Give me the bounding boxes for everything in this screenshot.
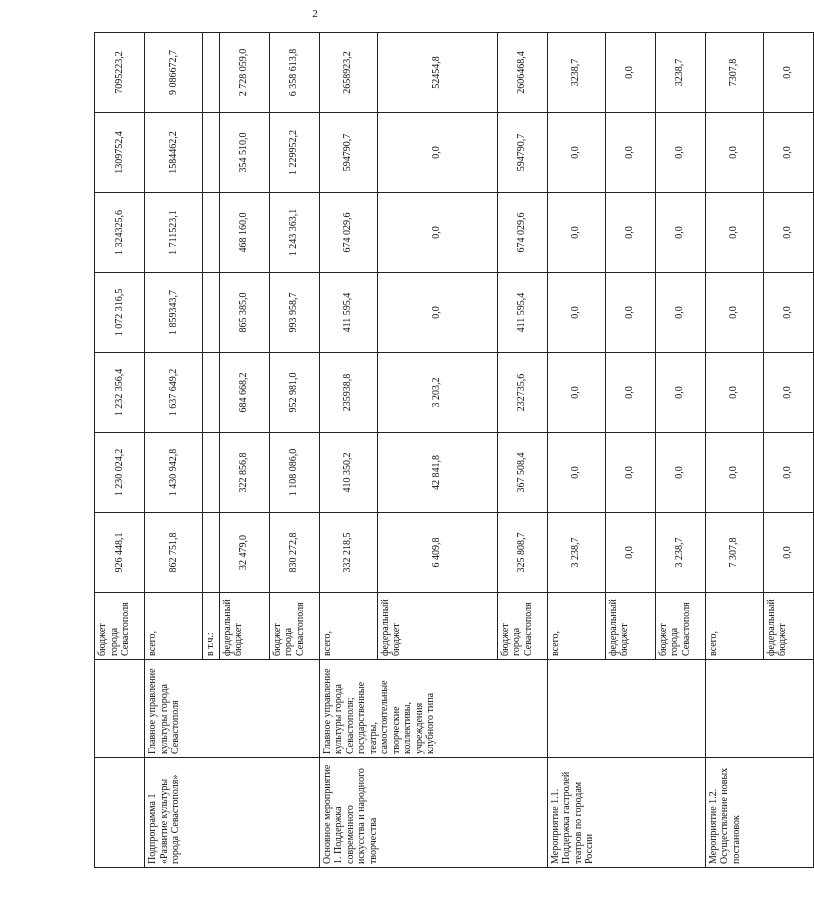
value-cell: 0,0 [763, 113, 813, 193]
value-cell: 0,0 [763, 433, 813, 513]
value-cell: 0,0 [705, 113, 763, 193]
value-cell: 0,0 [763, 33, 813, 113]
value-cell: 0,0 [763, 193, 813, 273]
value-cell: 1 711523,1 [145, 193, 203, 273]
executor-cell [547, 660, 705, 758]
funding-source-cell: всего, [145, 593, 203, 660]
value-cell: 1 232 356,4 [95, 353, 145, 433]
value-cell: 0,0 [763, 273, 813, 353]
program-title-cell: Подпрограмма 1 «Развитие культуры города Севастополя» [145, 758, 320, 868]
value-cell: 1 072 316,5 [95, 273, 145, 353]
value-cell: 3 238,7 [547, 513, 605, 593]
value-cell: 684 668,2 [219, 353, 269, 433]
value-cell: 0,0 [547, 433, 605, 513]
value-cell: 0,0 [547, 353, 605, 433]
value-cell: 0,0 [705, 193, 763, 273]
value-cell: 0,0 [705, 353, 763, 433]
funding-source-cell: федеральный бюджет [377, 593, 497, 660]
value-cell: 3238,7 [547, 33, 605, 113]
funding-source-cell: бюджет города Севастополя [655, 593, 705, 660]
value-cell [203, 353, 220, 433]
value-cell [203, 433, 220, 513]
value-cell: 411 595,4 [497, 273, 547, 353]
value-cell: 594790,7 [319, 113, 377, 193]
value-cell: 1 324325,6 [95, 193, 145, 273]
value-cell: 952 981,0 [269, 353, 319, 433]
value-cell: 325 808,7 [497, 513, 547, 593]
value-cell: 862 751,8 [145, 513, 203, 593]
table-row [547, 33, 605, 868]
value-cell: 32 479,0 [219, 513, 269, 593]
value-cell: 367 508,4 [497, 433, 547, 513]
value-cell: 6 409,8 [377, 513, 497, 593]
value-cell: 926 448,1 [95, 513, 145, 593]
value-cell: 411 595,4 [319, 273, 377, 353]
value-cell: 0,0 [547, 193, 605, 273]
value-cell: 865 385,0 [219, 273, 269, 353]
value-cell: 0,0 [605, 33, 655, 113]
value-cell: 332 218,5 [319, 513, 377, 593]
value-cell: 0,0 [763, 353, 813, 433]
funding-source-cell: в т.ч.: [203, 593, 220, 660]
value-cell: 1 430 942,8 [145, 433, 203, 513]
value-cell: 674 029,6 [497, 193, 547, 273]
value-cell: 0,0 [655, 113, 705, 193]
value-cell: 354 510,0 [219, 113, 269, 193]
value-cell: 0,0 [605, 193, 655, 273]
executor-cell: Главное управление культуры города Севастополя [145, 660, 320, 758]
value-cell: 1584462,2 [145, 113, 203, 193]
value-cell: 0,0 [605, 513, 655, 593]
value-cell: 0,0 [547, 273, 605, 353]
budget-table-body [95, 33, 814, 868]
value-cell: 0,0 [547, 113, 605, 193]
value-cell [203, 113, 220, 193]
value-cell: 3 238,7 [655, 513, 705, 593]
value-cell: 1 637 649,2 [145, 353, 203, 433]
table-row [95, 33, 145, 868]
value-cell: 0,0 [763, 513, 813, 593]
funding-source-cell: федеральный бюджет [219, 593, 269, 660]
value-cell: 2 728 059,0 [219, 33, 269, 113]
value-cell: 1309752,4 [95, 113, 145, 193]
funding-source-cell: всего, [547, 593, 605, 660]
value-cell: 7095223,2 [95, 33, 145, 113]
value-cell: 6 358 613,8 [269, 33, 319, 113]
value-cell: 0,0 [605, 353, 655, 433]
value-cell: 0,0 [655, 193, 705, 273]
value-cell: 830 272,8 [269, 513, 319, 593]
value-cell: 7307,8 [705, 33, 763, 113]
value-cell: 0,0 [655, 273, 705, 353]
value-cell: 0,0 [377, 193, 497, 273]
value-cell: 0,0 [705, 433, 763, 513]
funding-source-cell: бюджет города Севастополя [497, 593, 547, 660]
funding-source-cell: бюджет города Севастополя [269, 593, 319, 660]
value-cell: 3238,7 [655, 33, 705, 113]
value-cell: 2658923,2 [319, 33, 377, 113]
funding-source-cell: всего, [319, 593, 377, 660]
table-row [319, 33, 377, 868]
table-row [145, 33, 203, 868]
value-cell: 0,0 [605, 273, 655, 353]
value-cell: 0,0 [655, 353, 705, 433]
value-cell: 0,0 [377, 113, 497, 193]
funding-source-cell: федеральный бюджет [605, 593, 655, 660]
value-cell [203, 513, 220, 593]
value-cell [203, 273, 220, 353]
executor-cell: Главное управление культуры города Севастополя; государственные театры, самостоятельные творческие коллективы, учреждения клубного типа [319, 660, 547, 758]
value-cell: 0,0 [605, 113, 655, 193]
value-cell: 232735,6 [497, 353, 547, 433]
empty-cell [95, 758, 145, 868]
value-cell: 0,0 [377, 273, 497, 353]
value-cell: 1 229952,2 [269, 113, 319, 193]
funding-source-cell: федеральный бюджет [763, 593, 813, 660]
program-title-cell: Мероприятие 1.1. Поддержка гастролей театров по городам России [547, 758, 705, 868]
page-number: 2 [312, 8, 318, 20]
value-cell: 52454,8 [377, 33, 497, 113]
value-cell: 0,0 [705, 273, 763, 353]
value-cell: 235938,8 [319, 353, 377, 433]
value-cell: 594790,7 [497, 113, 547, 193]
value-cell [203, 193, 220, 273]
program-title-cell: Основное мероприятие 1. Поддержка современного искусства и народного творчества [319, 758, 547, 868]
table-row [705, 33, 763, 868]
funding-source-cell: бюджет города Севастополя [95, 593, 145, 660]
value-cell: 7 307,8 [705, 513, 763, 593]
value-cell: 410 350,2 [319, 433, 377, 513]
value-cell: 1 243 363,1 [269, 193, 319, 273]
value-cell: 9 086672,7 [145, 33, 203, 113]
empty-cell [95, 660, 145, 758]
value-cell [203, 33, 220, 113]
budget-table [94, 32, 814, 868]
value-cell: 1 108 086,0 [269, 433, 319, 513]
value-cell: 42 841,8 [377, 433, 497, 513]
value-cell: 0,0 [605, 433, 655, 513]
executor-cell [705, 660, 813, 758]
value-cell: 0,0 [655, 433, 705, 513]
program-title-cell: Мероприятие 1.2. Осуществление новых постановок [705, 758, 813, 868]
value-cell: 1 230 024,2 [95, 433, 145, 513]
value-cell: 322 856,8 [219, 433, 269, 513]
value-cell: 3 203,2 [377, 353, 497, 433]
funding-source-cell: всего, [705, 593, 763, 660]
value-cell: 2606468,4 [497, 33, 547, 113]
rotated-table-container [94, 33, 794, 868]
value-cell: 993 958,7 [269, 273, 319, 353]
value-cell: 468 160,0 [219, 193, 269, 273]
value-cell: 1 859343,7 [145, 273, 203, 353]
value-cell: 674 029,6 [319, 193, 377, 273]
